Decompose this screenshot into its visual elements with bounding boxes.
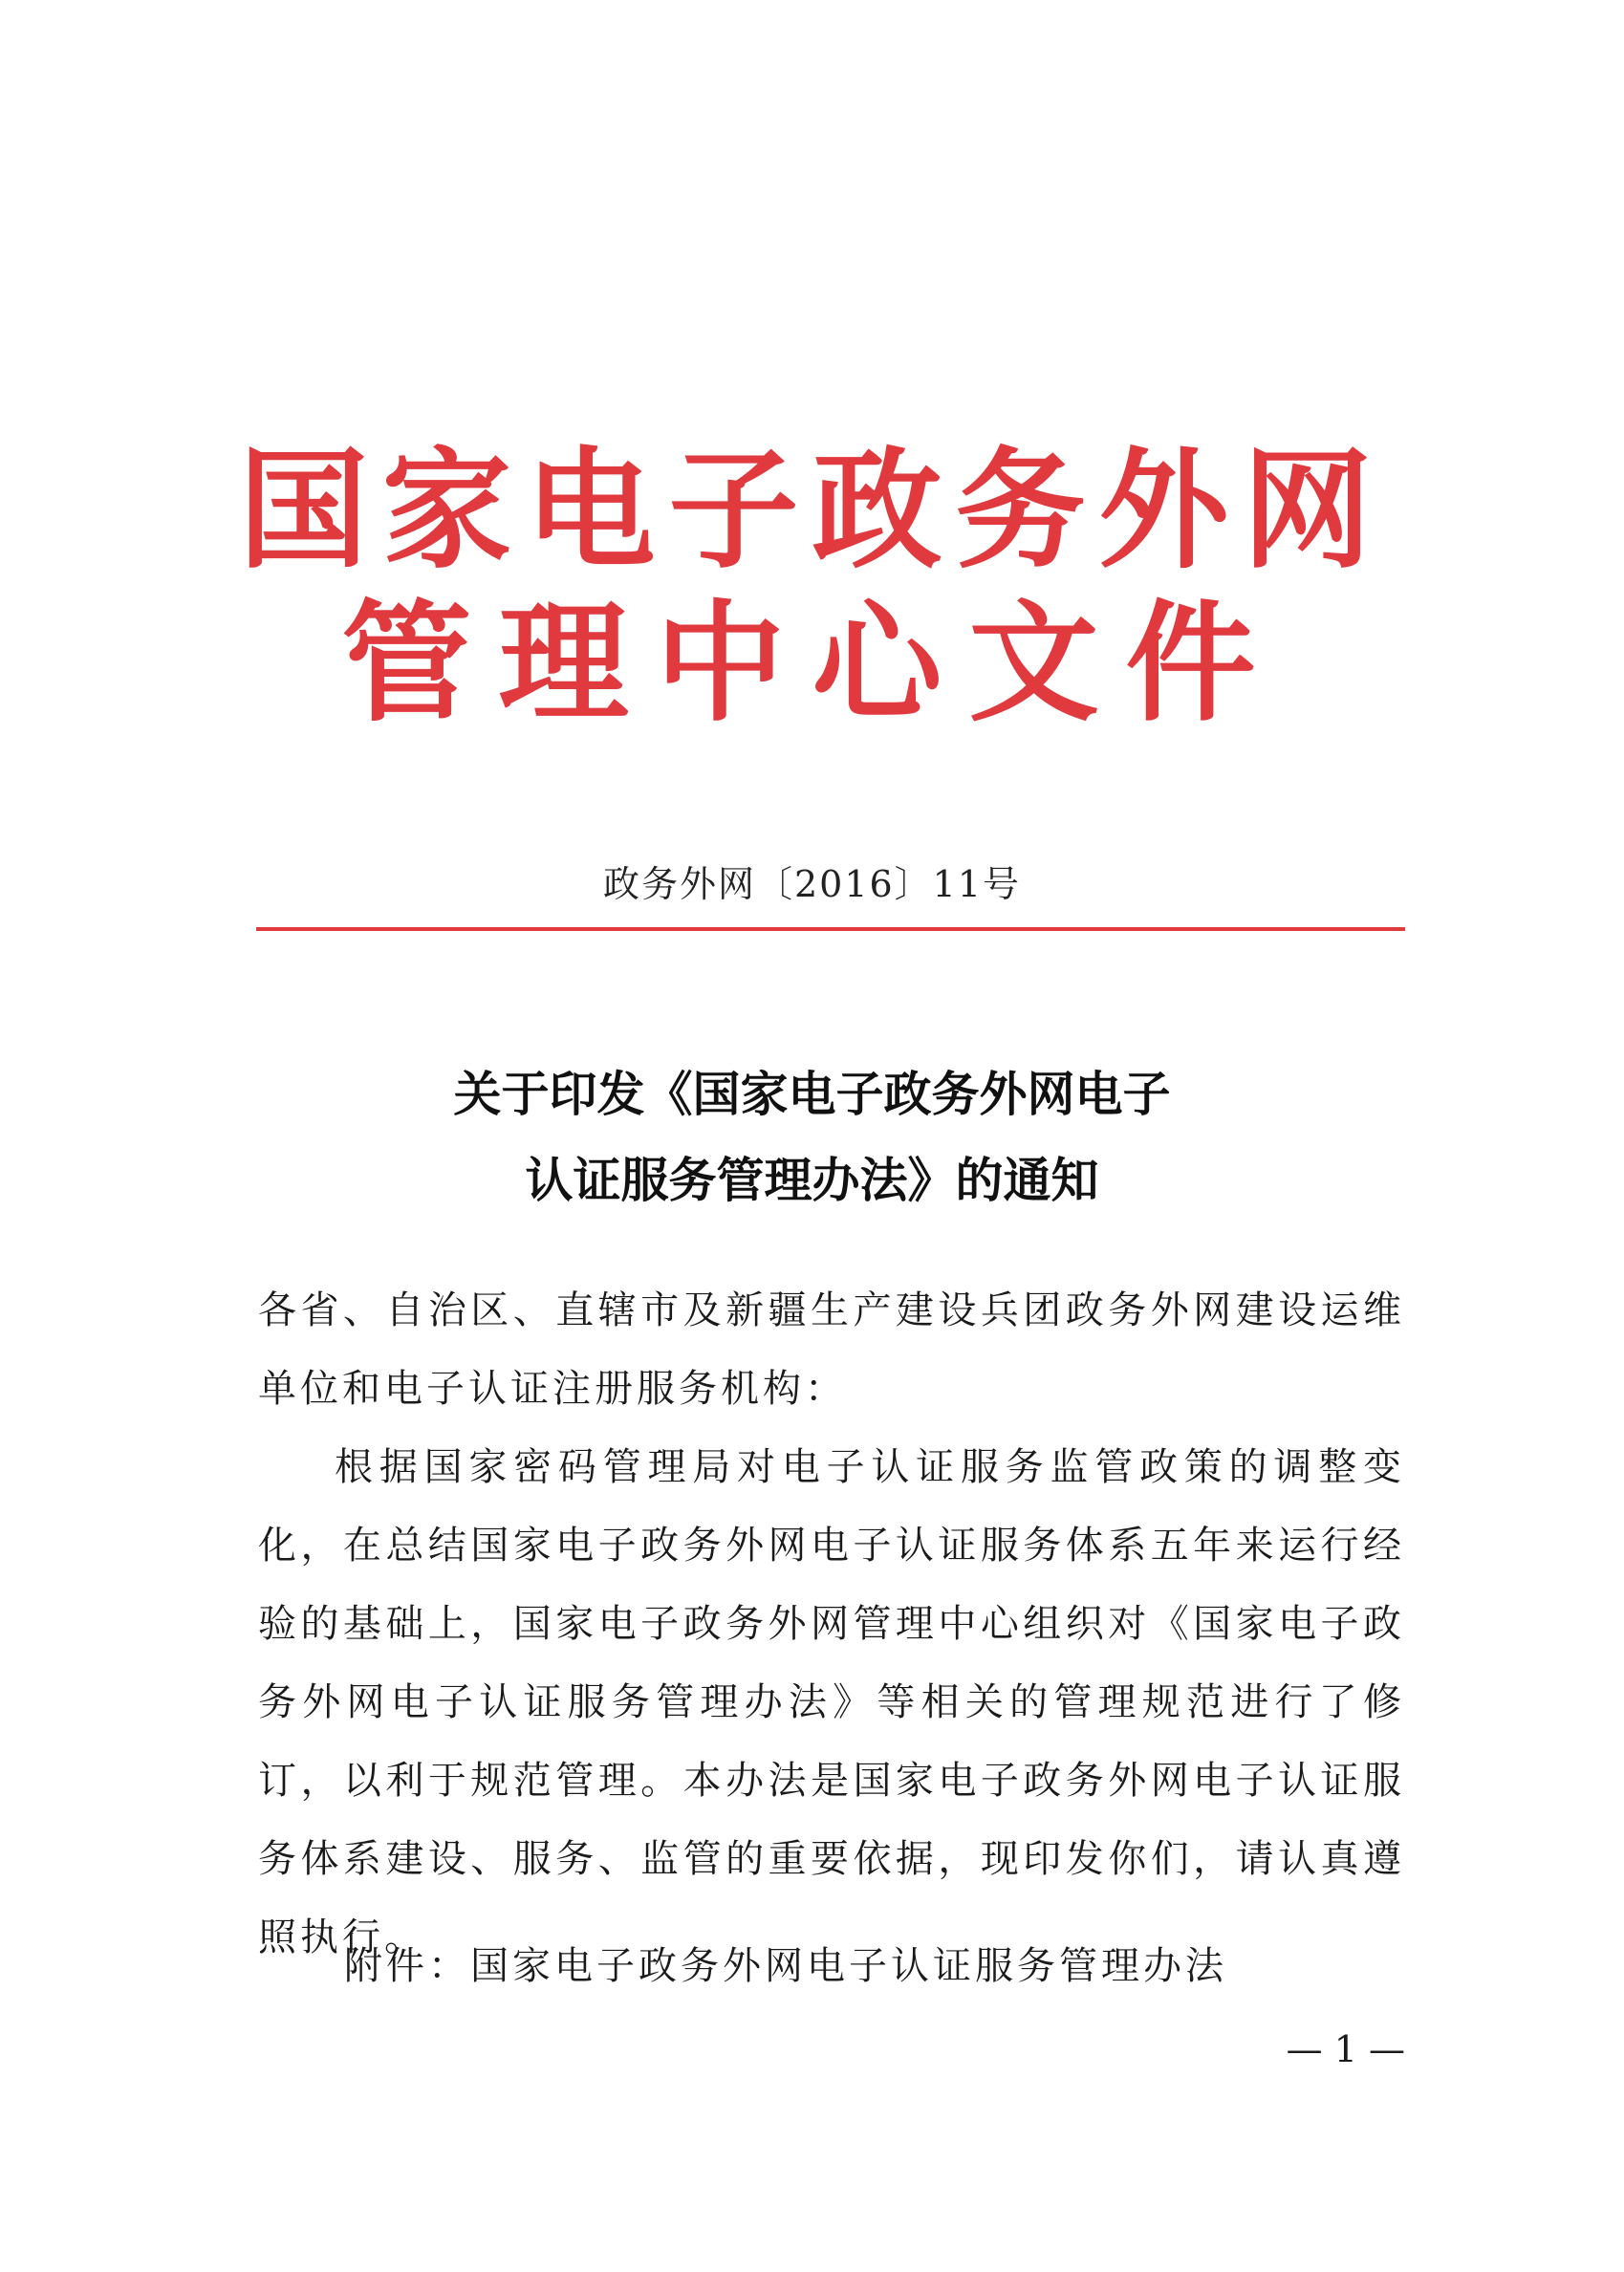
page-number: — 1 —: [1286, 2028, 1405, 2070]
document-title-line-1: 关于印发《国家电子政务外网电子: [453, 1067, 1171, 1122]
red-separator-line: [256, 927, 1405, 931]
addressee: 各省、自治区、直辖市及新疆生产建设兵团政务外网建设运维单位和电子认证注册服务机构：: [258, 1288, 1405, 1411]
body-paragraph: 根据国家密码管理局对电子认证服务监管政策的调整变化，在总结国家电子政务外网电子认证服务体系五年来运行经验的基础上，国家电子政务外网管理中心组织对《国家电子政务外网电子认证服务管理办法》等相关的管理规范进行了修订，以利于规范管理。本办法是国家电子政务外网电子认证服务体系建设、服务、监管的重要依据，现印发你们，请认真遵照执行。: [258, 1445, 1405, 1959]
issuer-header-line-1: 国家电子政务外网: [238, 436, 1386, 587]
document-number: 政务外网〔2016〕11号: [602, 863, 1022, 905]
document-title-line-2: 认证服务管理办法》的通知: [525, 1153, 1099, 1208]
issuer-header-line-2: 管理中心文件: [341, 589, 1283, 740]
attachment-line: 附件：国家电子政务外网电子认证服务管理办法: [344, 1944, 1227, 1988]
